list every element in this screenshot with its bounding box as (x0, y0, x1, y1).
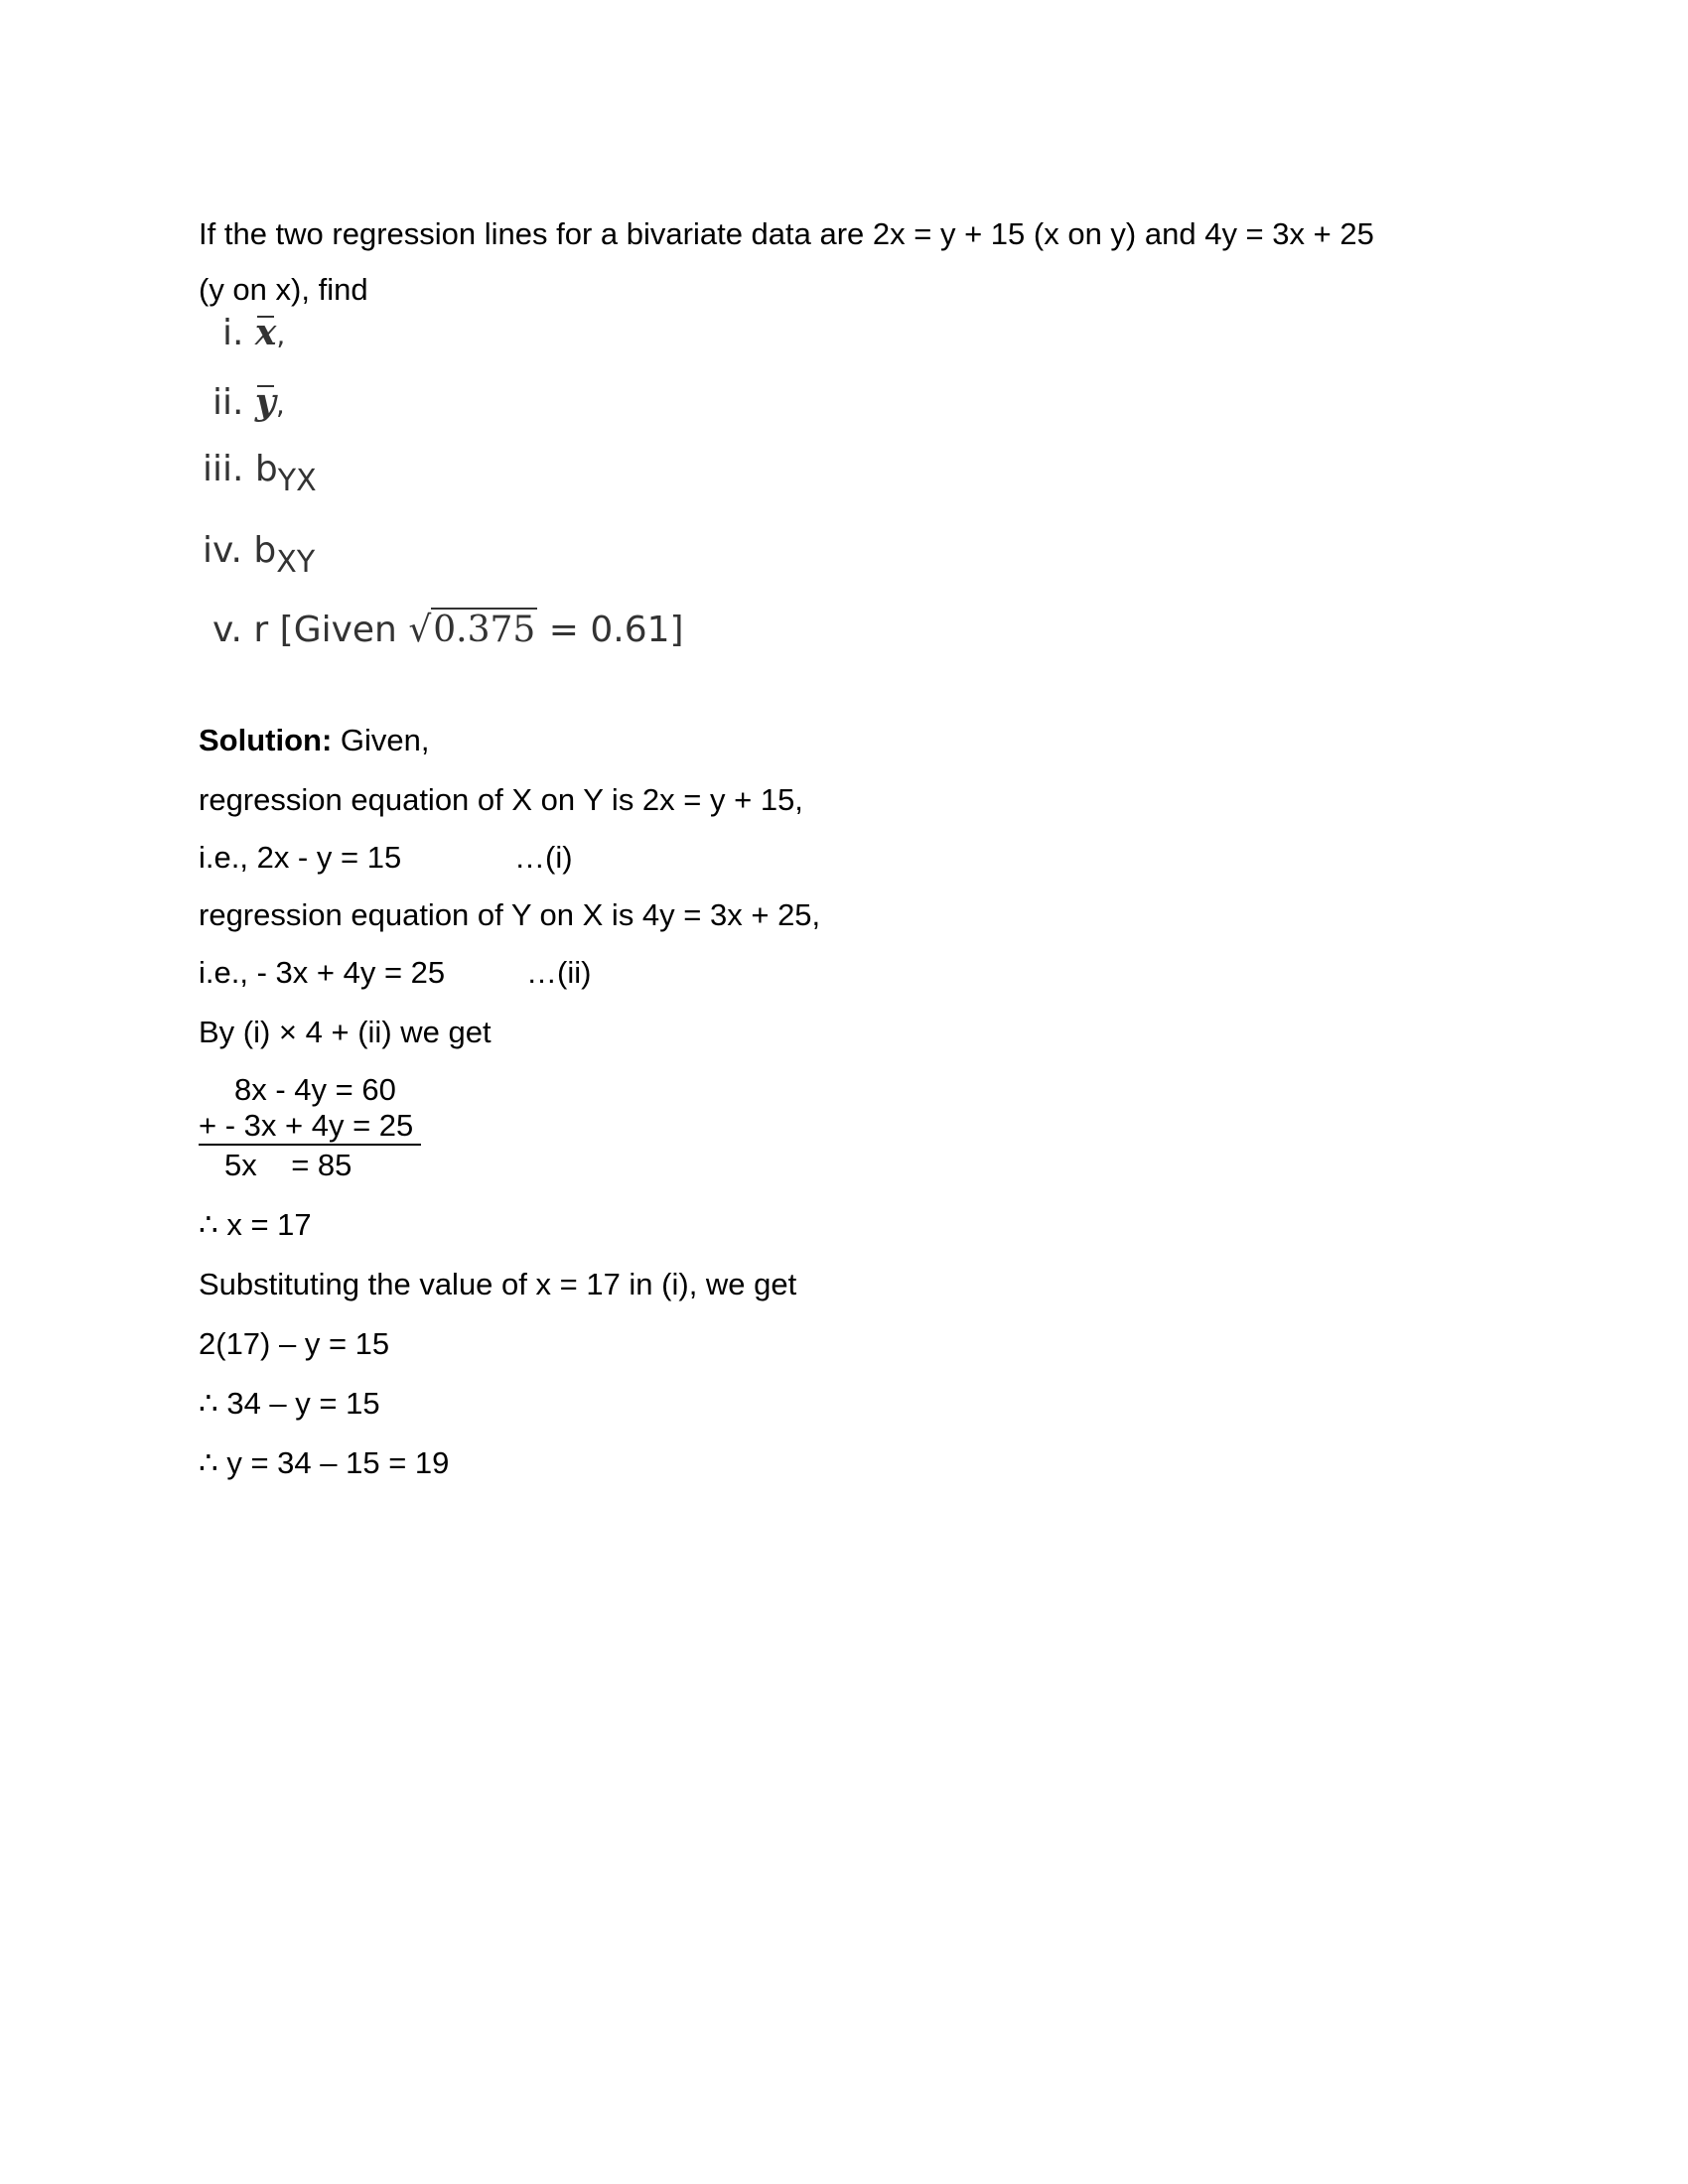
solution-line: Substituting the value of x = 17 in (i), we get (199, 1267, 797, 1301)
addition-row-1: 8x - 4y = 60 (234, 1072, 396, 1107)
list-item-i: i. x, (222, 312, 286, 353)
solution-label: Solution: (199, 723, 333, 757)
list-number: i. (222, 313, 244, 353)
question-line-1: If the two regression lines for a bivariate data are 2x = y + 15 (x on y) and 4y = 3x + 25 (199, 216, 1374, 251)
list-number: v. (212, 610, 242, 650)
list-item-iv (203, 530, 316, 580)
solution-line: ∴ x = 17 (199, 1207, 312, 1242)
regression-coefficient: $b_{YX}$ (254, 449, 317, 498)
square-root-symbol: √0.375 (408, 610, 536, 650)
x-bar-symbol: x (254, 312, 277, 353)
solution-line: i.e., - 3x + 4y = 25 (199, 955, 446, 990)
solution-line: regression equation of X on Y is 2x = y + 15, (199, 782, 803, 817)
list-item-iii (203, 449, 317, 498)
list-number: iii. (203, 449, 244, 489)
list-item-ii: ii. y, (212, 381, 285, 423)
addition-row-2: + - 3x + 4y = 25 (199, 1108, 421, 1146)
solution-line: ∴ 34 – y = 15 (199, 1386, 380, 1421)
list-number: ii. (212, 382, 244, 423)
y-bar-symbol: y (254, 381, 276, 423)
list-item-v: v. r [Given √0.375 = 0.61] (212, 610, 684, 650)
solution-line: By (i) × 4 + (ii) we get (199, 1015, 492, 1049)
regression-coefficient: $b_{XY}$ (253, 530, 316, 580)
solution-heading: Solution: Given, (199, 723, 430, 757)
solution-line: 2(17) – y = 15 (199, 1326, 390, 1361)
question-line-2: (y on x), find (199, 272, 368, 307)
equation-tag: …(ii) (526, 955, 592, 990)
solution-line: regression equation of Y on X is 4y = 3x + 25, (199, 897, 821, 932)
equation-tag: …(i) (514, 840, 573, 875)
solution-line: ∴ y = 34 – 15 = 19 (199, 1445, 450, 1480)
list-number: iv. (203, 530, 242, 571)
addition-result: 5x = 85 (224, 1148, 352, 1182)
solution-line: i.e., 2x - y = 15 (199, 840, 402, 875)
